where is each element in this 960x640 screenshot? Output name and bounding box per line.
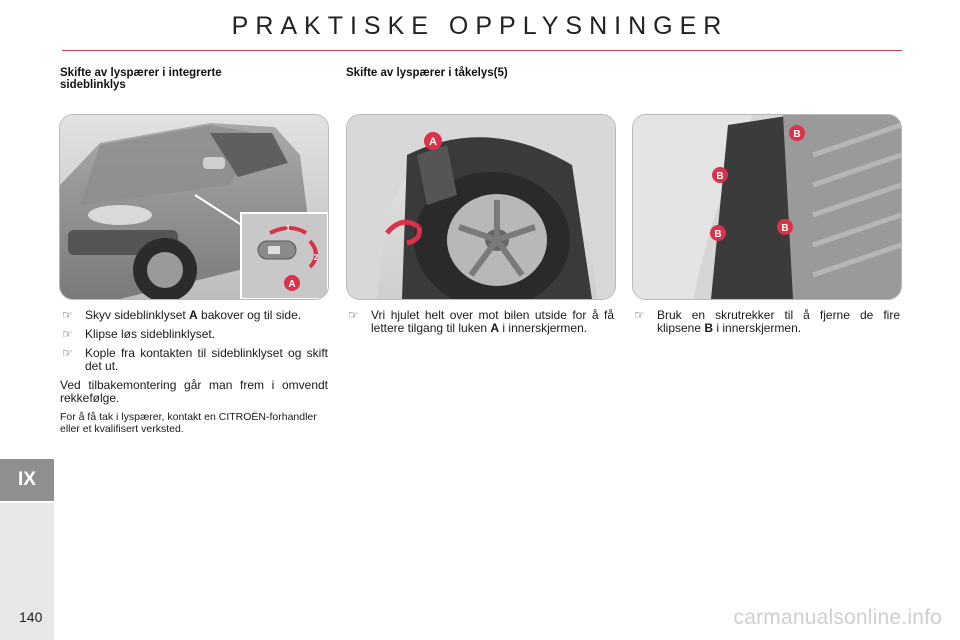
callout-b-4: B [781, 223, 789, 234]
callout-1: 1 [285, 224, 291, 233]
hand-pointer-icon: ☞ [62, 308, 73, 322]
hand-pointer-icon: ☞ [62, 346, 73, 360]
bullet-text-bold: A [189, 308, 198, 322]
section-heading-foglamp [346, 67, 626, 79]
callout-a: A [288, 279, 296, 290]
col2-text [346, 309, 614, 341]
col1-text [60, 309, 328, 441]
list-item [60, 328, 328, 341]
photo-car-side-indicator [59, 114, 329, 300]
list-item [60, 347, 328, 373]
bullet-text: Skyv sideblinklyset [85, 308, 190, 322]
hand-pointer-icon: ☞ [348, 308, 359, 322]
callout-b-1: B [793, 129, 801, 140]
section-heading-line1: Skifte av lyspærer i tåkelys(5) [346, 67, 508, 79]
bullet-text: bakover og til side. [197, 308, 302, 322]
bullet-text: Klipse løs sideblinklyset. [85, 327, 216, 341]
callout-2: 2 [313, 253, 319, 262]
bullet-text: Bruk en skrutrekker til å fjerne de fire klipsene [657, 308, 900, 335]
photo-wheel-turned [346, 114, 616, 300]
callout-b-3: B [714, 229, 722, 240]
col3-text [632, 309, 900, 341]
list-item [346, 309, 614, 335]
hand-pointer-icon: ☞ [634, 308, 645, 322]
bullet-text: Kople fra kontakten til sideblinklyset og skift det ut. [85, 346, 328, 373]
bullet-text: i innerskjermen. [499, 321, 588, 335]
bullet-text-bold: B [704, 321, 714, 335]
chapter-tab: IX [0, 459, 54, 501]
page-number: 140 [19, 609, 43, 625]
list-item [60, 309, 328, 322]
section-heading-line2: sideblinklys [60, 79, 126, 91]
title-rule [62, 50, 902, 51]
hand-pointer-icon: ☞ [62, 327, 73, 341]
reassembly-paragraph: Ved tilbakemontering går man frem i omvendt rekkefølge. [60, 378, 328, 405]
callout-b-2: B [716, 171, 724, 182]
bullet-text: i innerskjermen. [713, 321, 802, 335]
section-heading-side-indicator [60, 67, 310, 91]
bullet-text-bold: A [490, 321, 500, 335]
page-title: PRAKTISKE OPPLYSNINGER [231, 12, 729, 40]
list-item [632, 309, 900, 335]
bullet-text: Vri hjulet helt over mot bilen utside for å få lettere tilgang til luken [371, 308, 614, 335]
watermark: carmanualsonline.info [733, 606, 942, 629]
photo-wheel-arch-clips [632, 114, 902, 300]
bulb-note: For å få tak i lyspærer, kontakt en CITROËN-forhandler eller et kvalifisert verksted. [60, 411, 317, 435]
section-heading-line1: Skifte av lyspærer i integrerte [60, 67, 222, 79]
callout-a: A [429, 136, 437, 148]
mirror-shape [203, 157, 225, 169]
